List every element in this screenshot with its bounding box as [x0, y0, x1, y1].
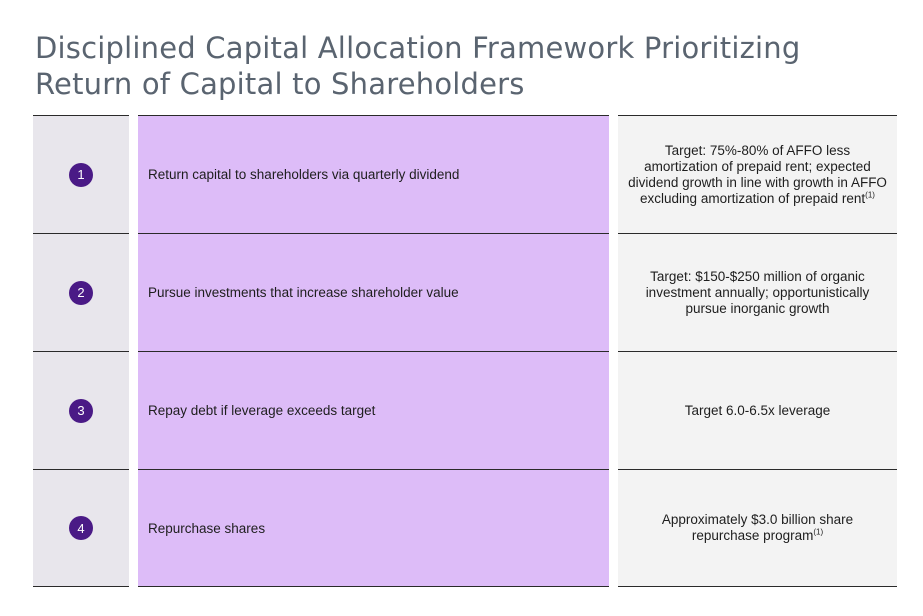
priority-number-cell — [33, 469, 129, 587]
table-row — [33, 115, 897, 233]
priority-target-text: Target: $150-$250 million of organic investment annually; opportunistically pursue inorganic growth — [645, 268, 870, 316]
priority-action-cell — [138, 233, 609, 351]
priority-action-text: Repurchase shares — [148, 520, 266, 536]
priority-target-cell — [618, 351, 897, 469]
priority-action-text: Repay debt if leverage exceeds target — [148, 403, 376, 418]
priority-target-text: Approximately $3.0 billion share repurchase program$^{(1)}$ — [661, 512, 854, 543]
priority-action-cell — [138, 351, 609, 469]
priority-number-badge: 2 — [69, 281, 93, 305]
priority-number-badge: 4 — [69, 516, 93, 540]
priority-number-badge: 3 — [69, 399, 93, 423]
priority-number-cell — [33, 233, 129, 351]
title-line-2: Return of Capital to Shareholders — [35, 67, 525, 101]
priority-action-cell — [138, 469, 609, 587]
priority-action-text: Return capital to shareholders via quarterly dividend — [148, 167, 460, 182]
priority-action-cell — [138, 115, 609, 233]
table-row — [33, 351, 897, 469]
title-line-1: Disciplined Capital Allocation Framework Prioritizing — [35, 31, 801, 65]
table-row — [33, 469, 897, 587]
priority-number-badge: 1 — [69, 163, 93, 187]
priority-target-text: Target: 75%-80% of AFFO less amortization of prepaid rent; expected dividend growth in line with growth in AFFO excluding amortization of prepaid rent$^{(1)}$ — [628, 142, 887, 206]
priority-target-cell — [618, 115, 897, 233]
priority-target-cell — [618, 469, 897, 587]
priority-target-text: Target 6.0-6.5x leverage — [684, 402, 831, 418]
priority-number-cell — [33, 351, 129, 469]
footnote-marker: (1) — [865, 190, 875, 199]
page-title — [35, 30, 895, 102]
priority-target-cell — [618, 233, 897, 351]
priority-action-text: Pursue investments that increase shareholder value — [148, 285, 459, 300]
priority-number-cell — [33, 115, 129, 233]
capital-allocation-table — [33, 115, 897, 587]
table-row — [33, 233, 897, 351]
footnote-marker: (1) — [813, 527, 824, 537]
